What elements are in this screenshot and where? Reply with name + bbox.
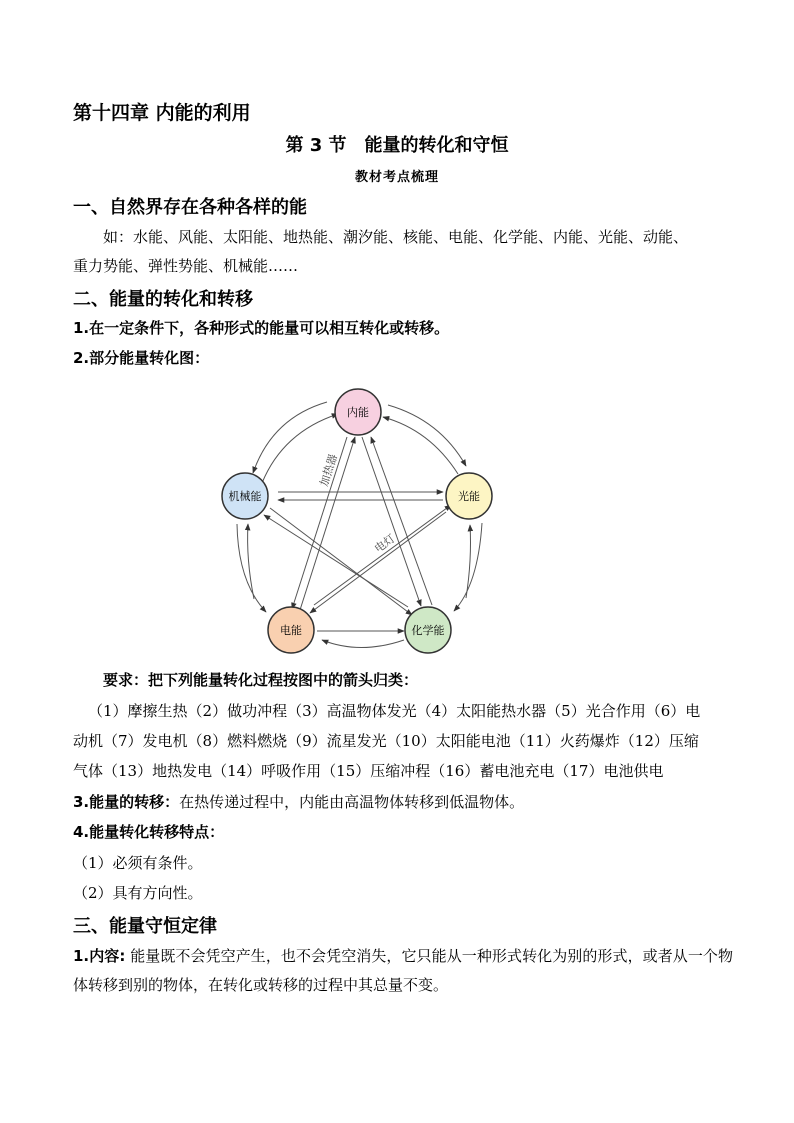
- requirement: 要求：把下列能量转化过程按图中的箭头归类：: [103, 671, 419, 689]
- arrow-light-to-chemical: [454, 523, 482, 611]
- item-2-4: 4.能量转化转移特点：: [73, 823, 225, 841]
- lamp-label: 电灯: [372, 531, 398, 556]
- energy-list-line2: 重力势能、弹性势能、机械能……: [73, 257, 299, 275]
- node-internal-label: 内能: [347, 406, 369, 419]
- arrow-chemical-to-light: [466, 525, 471, 598]
- processes-line2: 动机（7）发电机（8）燃料燃烧（9）流星发光（10）太阳能电池（11）火药爆炸（12）压缩: [73, 732, 699, 750]
- arrow-internal-to-electric: [292, 437, 347, 609]
- item-3-1: [73, 942, 733, 1000]
- section-number: 第 3 节: [285, 135, 347, 156]
- node-electric-label: 电能: [280, 624, 302, 637]
- item-2-2: 2.部分能量转化图：: [73, 349, 210, 367]
- item-2-4-a: （1）必须有条件。: [73, 854, 203, 872]
- item-3-1-label: 1.内容:: [73, 947, 126, 965]
- arrow-internal-to-chemical: [362, 437, 421, 606]
- item-2-3-text: 在热传递过程中，内能由高温物体转移到低温物体。: [179, 793, 525, 811]
- node-light-label: 光能: [458, 490, 480, 503]
- item-3-1-text: 能量既不会凭空产生，也不会凭空消失，它只能从一种形式转化为别的形式，或者从一个物体转移到别的物体，在转化或转移的过程中其总量不变。: [73, 947, 733, 994]
- arrow-internal-to-light: [388, 405, 466, 466]
- arrow-mechanical-to-chemical: [270, 508, 412, 615]
- arrow-mechanical-to-electric: [237, 524, 266, 612]
- arrow-electric-to-mechanical: [248, 524, 254, 599]
- heater-label: 加热器: [317, 452, 341, 488]
- chapter-title: 第十四章 内能的利用: [73, 102, 251, 124]
- node-chemical-label: 化学能: [411, 624, 445, 637]
- arrow-chemical-to-electric: [322, 640, 404, 648]
- arrow-light-to-internal: [383, 417, 458, 474]
- item-2-3: [73, 788, 524, 817]
- heading-part2: 二、能量的转化和转移: [73, 289, 253, 310]
- subtitle: 教材考点梳理: [354, 170, 439, 185]
- heading-part1: 一、自然界存在各种各样的能: [73, 197, 307, 218]
- item-2-3-label: 3.能量的转移：: [73, 793, 180, 811]
- arrow-electric-to-light: [314, 505, 451, 605]
- node-mechanical-label: 机械能: [228, 490, 262, 503]
- processes-line1: （1）摩擦生热（2）做功冲程（3）高温物体发光（4）太阳能热水器（5）光合作用（6）电: [88, 702, 701, 720]
- heading-part3: 三、能量守恒定律: [73, 916, 217, 937]
- item-2-4-b: （2）具有方向性。: [73, 884, 203, 902]
- item-2-1-text: 1.在一定条件下，各种形式的能量可以相互转化或转移。: [73, 319, 450, 337]
- energy-list-line1: 如：水能、风能、太阳能、地热能、潮汐能、核能、电能、化学能、内能、光能、动能、: [103, 228, 689, 246]
- arrow-chemical-to-internal: [371, 437, 432, 605]
- processes-line3: 气体（13）地热发电（14）呼吸作用（15）压缩冲程（16）蓄电池充电（17）电池供电: [73, 762, 664, 780]
- arrow-light-to-electric: [310, 512, 446, 613]
- section-name: 能量的转化和守恒: [364, 135, 509, 156]
- arrows: [237, 402, 482, 648]
- arrow-internal-to-mechanical: [253, 402, 327, 473]
